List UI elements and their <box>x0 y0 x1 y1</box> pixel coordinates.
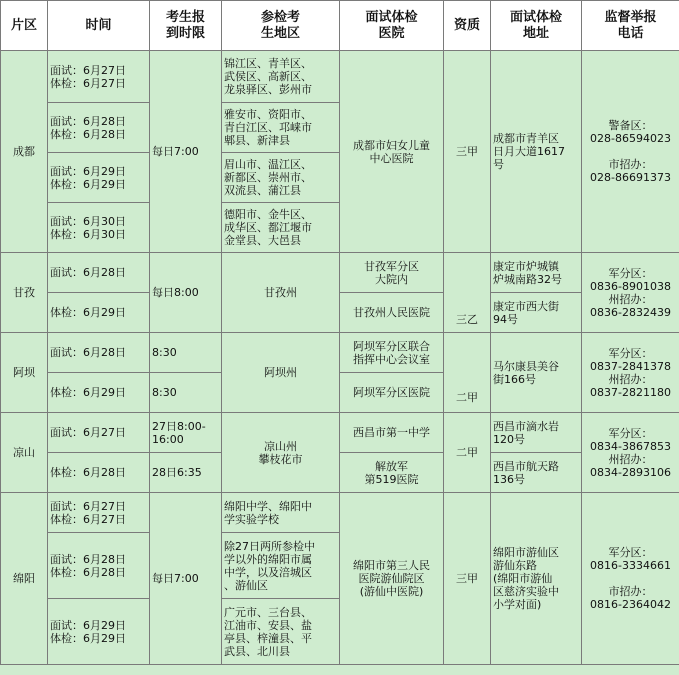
hospital-cell: 阿坝军分区医院 <box>340 373 444 413</box>
table-row <box>1 413 679 453</box>
report-time-cell: 每日7:00 <box>150 51 222 253</box>
header-time: 时间 <box>48 1 150 51</box>
phone-cell: 军分区： 0816-3334661 市招办： 0816-2364042 <box>582 493 679 665</box>
grade-cell: 二甲 <box>444 333 491 413</box>
report-time-cell: 28日6:35 <box>150 453 222 493</box>
area-cell: 雅安市、资阳市、 青白江区、邛崃市 郫县、新津县 <box>222 103 340 153</box>
header-phone: 监督举报 电话 <box>582 1 679 51</box>
area-cell: 锦江区、青羊区、 武侯区、高新区、 龙泉驿区、彭州市 <box>222 51 340 103</box>
time-cell: 面试：6月29日 体检：6月29日 <box>48 153 150 203</box>
address-cell: 马尔康县美谷 街166号 <box>491 333 582 413</box>
area-cell: 广元市、三台县、 江油市、安县、盐 亭县、梓潼县、平 武县、北川县 <box>222 599 340 665</box>
report-time-cell: 每日7:00 <box>150 493 222 665</box>
area-cell: 甘孜州 <box>222 253 340 333</box>
grade-cell: 三甲 <box>444 51 491 253</box>
header-report-time: 考生报 到时限 <box>150 1 222 51</box>
address-cell: 康定市炉城镇 炉城南路32号 <box>491 253 582 293</box>
address-cell: 西昌市航天路 136号 <box>491 453 582 493</box>
time-cell: 面试：6月27日 体检：6月27日 <box>48 493 150 533</box>
region-mianyang: 绵阳 <box>1 493 48 665</box>
area-cell: 阿坝州 <box>222 333 340 413</box>
phone-cell: 军分区： 0836-8901038 州招办： 0836-2832439 <box>582 253 679 333</box>
grade-cell: 二甲 <box>444 413 491 493</box>
time-cell: 体检：6月29日 <box>48 293 150 333</box>
time-cell: 面试：6月27日 体检：6月27日 <box>48 51 150 103</box>
region-chengdu: 成都 <box>1 51 48 253</box>
area-cell: 凉山州 攀枝花市 <box>222 413 340 493</box>
time-cell: 体检：6月29日 <box>48 373 150 413</box>
time-cell: 面试：6月29日 体检：6月29日 <box>48 599 150 665</box>
header-region: 片区 <box>1 1 48 51</box>
hospital-cell: 甘孜军分区 大院内 <box>340 253 444 293</box>
hospital-cell: 甘孜州人民医院 <box>340 293 444 333</box>
hospital-cell: 绵阳市第三人民 医院游仙院区 (游仙中医院) <box>340 493 444 665</box>
hospital-cell: 解放军 第519医院 <box>340 453 444 493</box>
time-cell: 面试：6月28日 体检：6月28日 <box>48 103 150 153</box>
header-row <box>1 1 679 51</box>
header-hospital: 面试体检 医院 <box>340 1 444 51</box>
time-cell: 面试：6月28日 体检：6月28日 <box>48 533 150 599</box>
time-cell: 面试：6月28日 <box>48 253 150 293</box>
table-row <box>1 493 679 533</box>
table-row <box>1 253 679 293</box>
time-cell: 面试：6月28日 <box>48 333 150 373</box>
table-row <box>1 51 679 103</box>
report-time-cell: 8:30 <box>150 373 222 413</box>
area-cell: 绵阳中学、绵阳中 学实验学校 <box>222 493 340 533</box>
time-cell: 面试：6月27日 <box>48 413 150 453</box>
hospital-cell: 成都市妇女儿童 中心医院 <box>340 51 444 253</box>
region-aba: 阿坝 <box>1 333 48 413</box>
area-cell: 德阳市、金牛区、 成华区、都江堰市 金堂县、大邑县 <box>222 203 340 253</box>
table-row <box>1 333 679 373</box>
report-time-cell: 8:30 <box>150 333 222 373</box>
address-cell: 绵阳市游仙区 游仙东路 (绵阳市游仙 区慈济实验中 小学对面) <box>491 493 582 665</box>
header-grade: 资质 <box>444 1 491 51</box>
hospital-cell: 阿坝军分区联合 指挥中心会议室 <box>340 333 444 373</box>
region-ganzi: 甘孜 <box>1 253 48 333</box>
time-cell: 面试：6月30日 体检：6月30日 <box>48 203 150 253</box>
grade-cell: 三甲 <box>444 493 491 665</box>
report-time-cell: 27日8:00- 16:00 <box>150 413 222 453</box>
header-address: 面试体检 地址 <box>491 1 582 51</box>
area-cell: 眉山市、温江区、 新都区、崇州市、 双流县、蒲江县 <box>222 153 340 203</box>
address-cell: 成都市青羊区 日月大道1617 号 <box>491 51 582 253</box>
report-time-cell: 每日8:00 <box>150 253 222 333</box>
address-cell: 康定市西大街 94号 <box>491 293 582 333</box>
grade-cell: 三乙 <box>444 253 491 333</box>
area-cell: 除27日两所参检中 学以外的绵阳市属 中学，以及涪城区 、游仙区 <box>222 533 340 599</box>
phone-cell: 军分区： 0837-2841378 州招办： 0837-2821180 <box>582 333 679 413</box>
hospital-cell: 西昌市第一中学 <box>340 413 444 453</box>
phone-cell: 警备区： 028-86594023 市招办： 028-86691373 <box>582 51 679 253</box>
table-row <box>1 453 679 493</box>
time-cell: 体检：6月28日 <box>48 453 150 493</box>
phone-cell: 军分区： 0834-3867853 州招办： 0834-2893106 <box>582 413 679 493</box>
header-area: 参检考 生地区 <box>222 1 340 51</box>
region-liangshan: 凉山 <box>1 413 48 493</box>
table-row <box>1 293 679 333</box>
address-cell: 西昌市滴水岩 120号 <box>491 413 582 453</box>
